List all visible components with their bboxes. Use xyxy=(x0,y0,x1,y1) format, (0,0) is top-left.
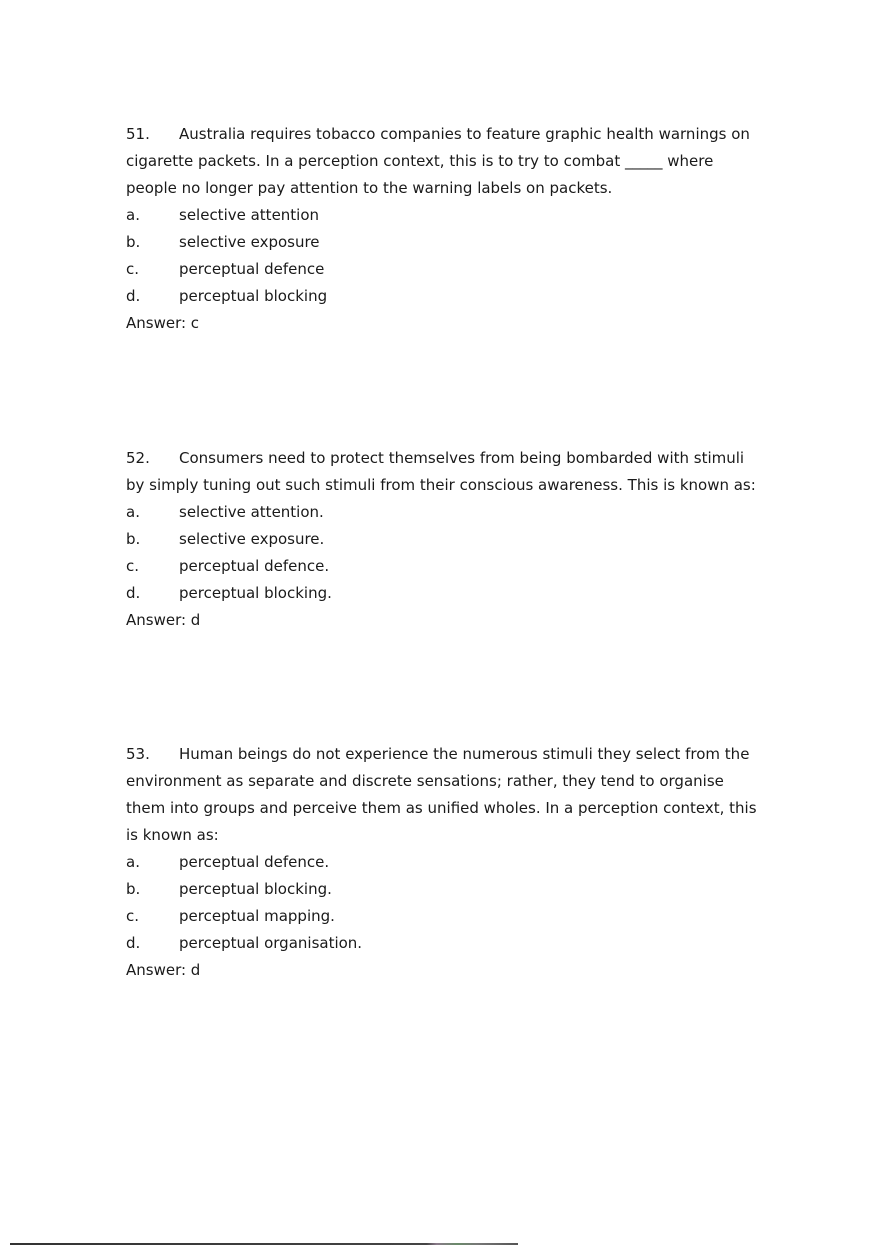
question-stem-line xyxy=(126,741,756,768)
option-letter: d. xyxy=(126,584,141,602)
option-a xyxy=(126,499,756,526)
option-text: selective attention. xyxy=(179,503,324,521)
option-c xyxy=(126,903,756,930)
question-stem-line xyxy=(126,445,756,472)
option-letter: b. xyxy=(126,880,141,898)
option-letter: d. xyxy=(126,934,141,952)
question-text: Australia requires tobacco companies to feature graphic health warnings on xyxy=(179,125,750,143)
question-stem-line: environment as separate and discrete sensations; rather, they tend to organise xyxy=(126,772,724,790)
option-letter: b. xyxy=(126,233,141,251)
question-stem-line: is known as: xyxy=(126,826,219,844)
option-text: perceptual defence. xyxy=(179,557,330,575)
option-a xyxy=(126,202,756,229)
question-53 xyxy=(126,741,756,984)
answer-line: Answer: d xyxy=(126,961,201,979)
option-a xyxy=(126,849,756,876)
option-d xyxy=(126,930,756,957)
footer-divider xyxy=(10,1243,518,1245)
option-d xyxy=(126,283,756,310)
question-stem-line: people no longer pay attention to the warning labels on packets. xyxy=(126,179,613,197)
option-text: perceptual defence xyxy=(179,260,325,278)
option-text: selective exposure xyxy=(179,233,320,251)
option-c xyxy=(126,553,756,580)
option-letter: c. xyxy=(126,260,140,278)
answer-line: Answer: c xyxy=(126,314,200,332)
option-text: selective attention xyxy=(179,206,320,224)
option-text: perceptual blocking. xyxy=(179,880,332,898)
option-letter: a. xyxy=(126,503,140,521)
option-c xyxy=(126,256,756,283)
question-stem-line: by simply tuning out such stimuli from their conscious awareness. This is known as: xyxy=(126,476,756,494)
question-stem-line xyxy=(126,121,756,148)
option-letter: c. xyxy=(126,907,140,925)
option-letter: a. xyxy=(126,853,140,871)
question-number: 53. xyxy=(126,745,150,763)
question-52 xyxy=(126,445,756,634)
question-number: 51. xyxy=(126,125,150,143)
question-stem-line: cigarette packets. In a perception context, this is to try to combat _____ where xyxy=(126,152,714,170)
option-text: perceptual blocking. xyxy=(179,584,332,602)
option-text: perceptual mapping. xyxy=(179,907,335,925)
option-b xyxy=(126,526,756,553)
option-b xyxy=(126,876,756,903)
option-letter: a. xyxy=(126,206,140,224)
option-letter: b. xyxy=(126,530,141,548)
option-text: selective exposure. xyxy=(179,530,325,548)
option-b xyxy=(126,229,756,256)
option-text: perceptual defence. xyxy=(179,853,330,871)
answer-line: Answer: d xyxy=(126,611,201,629)
option-text: perceptual organisation. xyxy=(179,934,363,952)
question-text: Human beings do not experience the numerous stimuli they select from the xyxy=(179,745,750,763)
option-letter: c. xyxy=(126,557,140,575)
question-number: 52. xyxy=(126,449,150,467)
question-51 xyxy=(126,121,756,337)
option-text: perceptual blocking xyxy=(179,287,328,305)
option-letter: d. xyxy=(126,287,141,305)
question-text: Consumers need to protect themselves from being bombarded with stimuli xyxy=(179,449,745,467)
option-d xyxy=(126,580,756,607)
question-stem-line: them into groups and perceive them as unified wholes. In a perception context, this xyxy=(126,799,757,817)
